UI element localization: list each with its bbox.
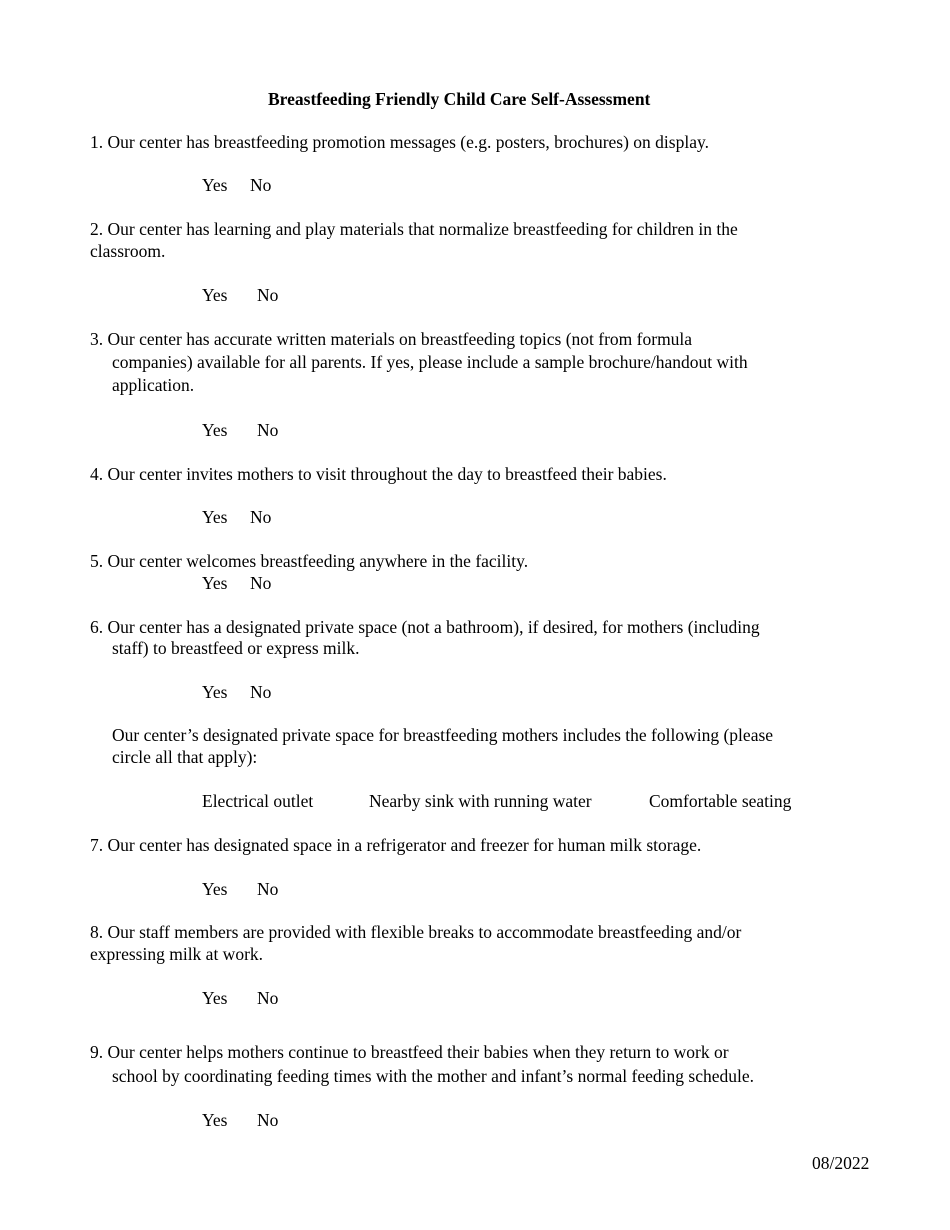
q1-yes-option[interactable]: Yes — [202, 175, 228, 195]
question-6-cont: staff) to breastfeed or express milk. — [112, 638, 360, 658]
q7-yes-option[interactable]: Yes — [202, 879, 228, 899]
q3-no-option[interactable]: No — [257, 420, 279, 440]
document-date: 08/2022 — [812, 1153, 870, 1173]
q6-no-option[interactable]: No — [250, 682, 272, 702]
question-4: 4. Our center invites mothers to visit throughout the day to breastfeed their babies. — [90, 464, 667, 484]
question-2-cont: classroom. — [90, 241, 166, 261]
q2-no-option[interactable]: No — [257, 285, 279, 305]
question-2: 2. Our center has learning and play materials that normalize breastfeeding for children in the — [90, 219, 738, 239]
question-9-cont: school by coordinating feeding times with the mother and infant’s normal feeding schedule. — [112, 1066, 754, 1086]
question-8-cont: expressing milk at work. — [90, 944, 264, 964]
q4-yes-option[interactable]: Yes — [202, 507, 228, 527]
question-6: 6. Our center has a designated private space (not a bathroom), if desired, for mothers (including — [90, 617, 760, 637]
q7-no-option[interactable]: No — [257, 879, 279, 899]
amenity-nearby-sink[interactable]: Nearby sink with running water — [369, 791, 592, 811]
question-6-followup-cont: circle all that apply): — [112, 747, 258, 767]
question-9: 9. Our center helps mothers continue to breastfeed their babies when they return to work or — [90, 1042, 729, 1062]
question-3: 3. Our center has accurate written materials on breastfeeding topics (not from formula — [90, 329, 693, 349]
amenity-comfortable-seating[interactable]: Comfortable seating — [649, 791, 792, 811]
q5-no-option[interactable]: No — [250, 573, 272, 593]
question-5: 5. Our center welcomes breastfeeding anywhere in the facility. — [90, 551, 529, 571]
q8-yes-option[interactable]: Yes — [202, 988, 228, 1008]
q9-no-option[interactable]: No — [257, 1110, 279, 1130]
q9-yes-option[interactable]: Yes — [202, 1110, 228, 1130]
q4-no-option[interactable]: No — [250, 507, 272, 527]
question-3-cont-1: companies) available for all parents. If yes, please include a sample brochure/handout with — [112, 352, 748, 372]
q6-yes-option[interactable]: Yes — [202, 682, 228, 702]
q1-no-option[interactable]: No — [250, 175, 272, 195]
question-1: 1. Our center has breastfeeding promotion messages (e.g. posters, brochures) on display. — [90, 132, 709, 152]
q5-yes-option[interactable]: Yes — [202, 573, 228, 593]
q3-yes-option[interactable]: Yes — [202, 420, 228, 440]
question-8: 8. Our staff members are provided with flexible breaks to accommodate breastfeeding and/or — [90, 922, 742, 942]
question-7: 7. Our center has designated space in a refrigerator and freezer for human milk storage. — [90, 835, 702, 855]
question-3-cont-2: application. — [112, 375, 195, 395]
amenity-electrical-outlet[interactable]: Electrical outlet — [202, 791, 314, 811]
page-title: Breastfeeding Friendly Child Care Self-Assessment — [268, 89, 651, 109]
question-6-followup: Our center’s designated private space for breastfeeding mothers includes the following (please — [112, 725, 774, 745]
q8-no-option[interactable]: No — [257, 988, 279, 1008]
q2-yes-option[interactable]: Yes — [202, 285, 228, 305]
